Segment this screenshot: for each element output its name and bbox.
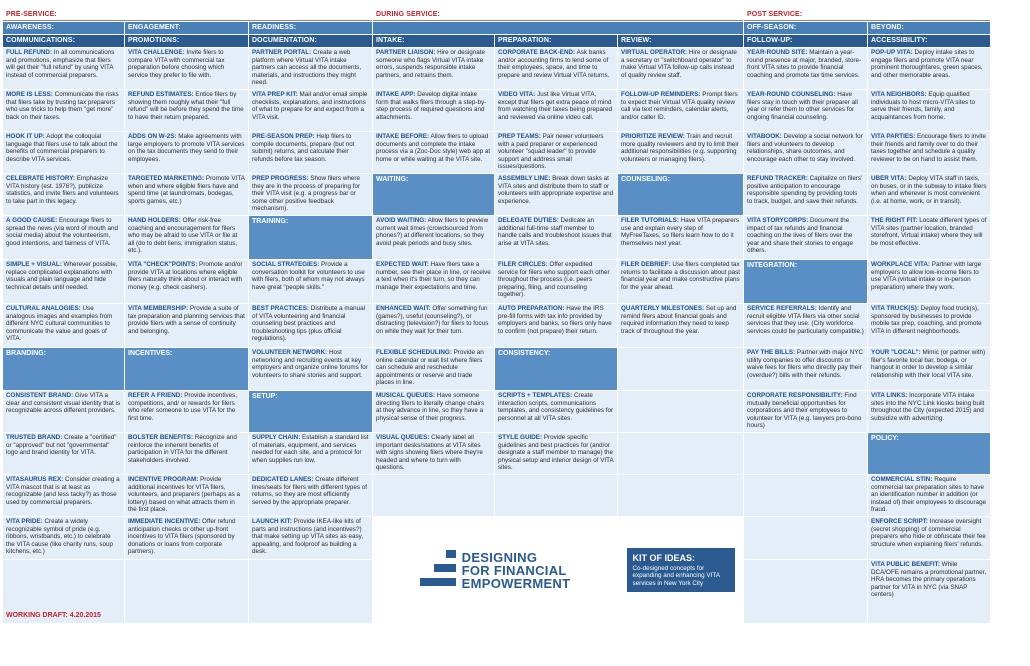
section-label: CONSISTENCY: <box>495 348 617 390</box>
category-header: OFF-SEASON: <box>744 22 867 34</box>
idea-description: Clearly label all important desks/stations at VITA sites with signs showing filers where they're headed and where to turn with questions. <box>376 434 483 472</box>
idea-card <box>618 90 743 131</box>
kit-title: KIT OF IDEAS: <box>632 552 695 563</box>
idea-description: Distribute a manual of VITA volunteering and financial counseling best practices and troubleshooting tips (plus official regulations). <box>252 305 366 343</box>
section-label: INCENTIVES: <box>125 348 248 390</box>
idea-card <box>868 260 990 303</box>
idea-title: ADDS ON W-2S: <box>128 133 177 140</box>
idea-description: Provide additional incentives for VITA filers, volunteers, and preparers (perhaps as a lottery) based on what attracts them in the first place. <box>128 476 241 514</box>
idea-title: DELEGATE DUTIES: <box>498 217 559 224</box>
empty-cell <box>618 391 743 432</box>
empty-cell <box>495 475 617 516</box>
phase-pre-service: PRE-SERVICE: <box>3 9 372 21</box>
idea-title: VITA LINKS: <box>871 392 908 399</box>
logo-title-line: FOR FINANCIAL <box>461 562 567 578</box>
idea-title: VISUAL QUEUES: <box>376 434 430 441</box>
idea-description: Recognize and reinforce the inherent benefits of participation in VITA for the different stakeholders involved. <box>128 434 237 464</box>
idea-description: Provide a suite of tax preparation and planning services that provide filers with a sense of continuity and belonging. <box>128 305 245 335</box>
idea-description: Increase oversight (secret shopping) of commercial preparers who hide or obfuscate their fee structure when explaining filers' refunds. <box>871 518 986 548</box>
idea-title: THE RIGHT FIT: <box>871 217 918 224</box>
idea-title: CULTURAL ANALOGIES: <box>6 305 81 312</box>
idea-description: Offer expedited service for filers who support each other throughout the process (i.e. peers preparing, filing, and counseling together). <box>498 261 610 299</box>
idea-title: SUPPLY CHAIN: <box>252 434 301 441</box>
logo-title <box>462 551 571 590</box>
subcategory-header: ACCESSIBILITY: <box>868 35 990 47</box>
idea-title: VIDEO VITA: <box>498 91 536 98</box>
idea-description: Require commercial tax preparation sites to have an identification number in addition (or instead of) their employees to discourage fraud. <box>871 476 987 514</box>
subcategory-header: FOLLOW-UP: <box>744 35 867 47</box>
idea-card <box>249 433 372 474</box>
idea-title: DEDICATED LANES: <box>252 476 314 483</box>
idea-description: Provide an online calendar or wait list where filers can schedule and reschedule appointments or reserve and trade places in line. <box>376 349 484 387</box>
idea-description: Offer risk-free coaching and encouragement for filers who may be afraid to use VITA or file at all (do to debt liens, immigration status, etc.). <box>128 217 238 255</box>
idea-description: Allow filers to upload documents and complete the intake process via a (Zoc-Doc style) web app at home or while waiting at the VITA site. <box>376 133 491 163</box>
category-header: ENGAGEMENT: <box>125 22 248 34</box>
idea-description: Mimic (or partner with) filer's favorite local bar, bodega, or hangout in order to develop a similar relationship with their local VITA site. <box>871 349 986 379</box>
idea-card <box>3 475 124 516</box>
idea-title: PREP TEAMS: <box>498 133 541 140</box>
idea-title: WORKPLACE VITA: <box>871 261 930 268</box>
idea-title: PARTNER LIAISON: <box>376 49 436 56</box>
empty-cell <box>744 475 867 516</box>
idea-card <box>3 132 124 173</box>
idea-card <box>3 90 124 131</box>
idea-title: AVOID WAITING: <box>376 217 427 224</box>
idea-title: HAND HOLDERS: <box>128 217 181 224</box>
idea-description: Make agreements with large employers to promote VITA services on the tax documents they send to their employees. <box>128 133 245 163</box>
idea-title: MORE IS LESS: <box>6 91 53 98</box>
idea-card <box>249 260 372 303</box>
idea-title: SIMPLE + VISUAL: <box>6 261 62 268</box>
idea-title: PRIORITIZE REVIEW: <box>621 133 685 140</box>
idea-description: Create different lines/seats for filers with different types of returns, so they are most efficiently served by the appropriate preparer. <box>252 476 368 506</box>
idea-description: Partner with large employers to allow low-income filers to use VITA (virtual intake or in-person preparation) where they work. <box>871 261 982 291</box>
idea-card <box>373 260 494 303</box>
idea-description: Invite filers to compare VITA with commercial tax preparation before choosing which service they prefer to file with. <box>128 49 225 79</box>
idea-card <box>868 304 990 347</box>
section-label: POLICY: <box>868 433 990 474</box>
subcategory-header: DOCUMENTATION: <box>249 35 372 47</box>
idea-card <box>125 517 248 559</box>
idea-card <box>249 304 372 347</box>
idea-title: YEAR-ROUND SITE: <box>747 49 808 56</box>
idea-description: Emphasize VITA history (est. 1976?), publicize statistics, and invite filers and volunteers to take part in this legacy. <box>6 175 119 205</box>
idea-title: A GOOD CAUSE: <box>6 217 58 224</box>
idea-description: Capitalize on filers' positive anticipation to encourage responsible spending by providing tools to track, budget, and save their refunds. <box>747 175 863 205</box>
idea-title: INTAKE BEFORE: <box>376 133 430 140</box>
idea-card <box>744 48 867 89</box>
idea-description: Prompt filers to expect their Virtual VITA quality review call via text reminders, calendar alerts, and/or caller ID. <box>621 91 738 121</box>
idea-title: ENFORCE SCRIPT: <box>871 518 929 525</box>
idea-description: Hire or designate someone who flags Virtual VITA intake errors, suspends responsible intake partners, and retrains them. <box>376 49 486 79</box>
idea-card <box>744 216 867 259</box>
idea-card <box>373 132 494 173</box>
idea-card <box>3 304 124 347</box>
idea-title: VITA PRIDE: <box>6 518 43 525</box>
idea-description: Deploy intake sites to engage filers and promote VITA near prominent thoroughfares, green spaces, and other memorable areas. <box>871 49 983 79</box>
idea-card <box>125 304 248 347</box>
idea-card <box>3 433 124 474</box>
phase-during-service: DURING SERVICE: <box>373 9 743 21</box>
idea-description: Allow filers to preview current wait times (crowdsourced from phones?) at different locations, so they avoid peak periods and busy sites. <box>376 217 489 247</box>
idea-card <box>495 174 617 215</box>
idea-description: Set up and remind filers about financial goals and required information they need to keep track of throughout the year. <box>621 305 737 335</box>
idea-description: Adopt the colloquial language that filers use to talk about the benefits of commercial preparers to describe VITA services. <box>6 133 118 163</box>
idea-description: Have VITA preparers use and explain every step of MyFreeTaxes, so filers learn how to do it themselves next year. <box>621 217 740 247</box>
idea-description: Provide a conversation toolkit for volunteers to use with filers, both of whom may not always have great "people skills." <box>252 261 365 291</box>
idea-description: Communicate the risks that filers take by trusting tax preparers who use tricks to help them "get more" back on their taxes. <box>6 91 119 121</box>
idea-description: Partner with major NYC utility companies to offer discounts or waive fees for filers who directly pay their (overdue?) bills with their refunds. <box>747 349 864 379</box>
idea-card <box>3 174 124 215</box>
idea-title: BEST PRACTICES: <box>252 305 310 312</box>
idea-description: Create a widely recognizable symbol of pride (e.g. ribbons, wristbands, etc.) to celebrate the VITA cause (like charity runs, soup kitchens, etc.) <box>6 518 113 556</box>
idea-title: INCENTIVE PROGRAM: <box>128 476 199 483</box>
idea-card <box>744 90 867 131</box>
empty-cell <box>618 475 743 516</box>
category-header: AWARENESS: <box>3 22 124 34</box>
idea-card <box>868 132 990 173</box>
idea-card <box>373 433 494 474</box>
idea-card <box>249 475 372 516</box>
empty-cell <box>618 433 743 474</box>
idea-title: CORPORATE BACK-END: <box>498 49 576 56</box>
idea-card <box>3 48 124 89</box>
empty-cell <box>744 517 867 559</box>
idea-card <box>373 90 494 131</box>
idea-card <box>495 433 617 474</box>
idea-title: FLEXIBLE SCHEDULING: <box>376 349 452 356</box>
idea-title: VITA PARTIES: <box>871 133 916 140</box>
idea-description: Develop a social network for filers and volunteers to develop relationships, share outcomes, and encourage each other to stay involved. <box>747 133 863 163</box>
idea-description: Incorporate VITA intake sites into the NYC Link kiosks being built throughout the City (expected 2015) and subsidize with advertizing. <box>871 392 985 422</box>
idea-card <box>125 132 248 173</box>
idea-card <box>125 48 248 89</box>
idea-title: TRUSTED BRAND: <box>6 434 63 441</box>
idea-description: Show filers where they are in the process of preparing for their VITA visit (e.g. a progress bar or some other positive feedback mechanism). <box>252 175 361 213</box>
idea-description: Offer refund anticipation checks or other up-front incentives to VITA filers (sponsored by donations or loans from corporate partners). <box>128 518 236 556</box>
idea-description: Ask banks and/or accounting firms to lend some of their employees, space, and time to prepare and review Virtual VITA returns. <box>498 49 610 79</box>
idea-title: SERVICE REFERRALS: <box>747 305 817 312</box>
idea-card <box>618 260 743 303</box>
idea-title: LAUNCH KIT: <box>252 518 292 525</box>
idea-card <box>868 475 990 516</box>
empty-cell <box>744 560 867 623</box>
idea-description: Break down tasks at VITA sites and distribute them to staff or volunteers with appropriate expertise and experience. <box>498 175 614 205</box>
idea-title: VIRTUAL OPERATOR: <box>621 49 688 56</box>
idea-card <box>618 304 743 347</box>
idea-description: Wherever possible, replace complicated explanations with visuals and plain language and hide technical details until needed. <box>6 261 118 291</box>
idea-description: Have the IRS pre-fill forms with tax info provided by employers and banks, so filers only have to confirm (not prepare) their return. <box>498 305 612 335</box>
idea-title: REFUND ESTIMATES: <box>128 91 194 98</box>
idea-description: Provide specific guidelines and best practices for (and/or designate a staff member to manage) the physical setup and interior design of VITA sites. <box>498 434 614 472</box>
idea-description: Promote and/or provide VITA at locations where eligible filers naturally think about or interact with money (e.g. check cashers). <box>128 261 243 291</box>
logo-title-line: EMPOWERMENT <box>461 575 571 591</box>
idea-card <box>125 260 248 303</box>
section-label: INTEGRATION: <box>744 260 867 303</box>
kit-of-ideas-box <box>618 517 743 623</box>
idea-title: FOLLOW-UP REMINDERS: <box>621 91 701 98</box>
idea-description: Entice filers by showing them roughly what their "full refund" will be before they spend the time to have their return prepared. <box>128 91 244 121</box>
idea-card <box>495 260 617 303</box>
idea-description: Help filers to compile documents, prepare (but not submit) returns, and calculate their refunds before tax season. <box>252 133 355 163</box>
idea-description: Have someone directing filers to literally change chairs at they advance in line, so they have a physical sense of their progress. <box>376 392 485 422</box>
idea-description: Encourage filers to spread the news (via word of mouth and social media) about the volunteerism, good intentions, and fairness of VITA. <box>6 217 119 247</box>
idea-title: AUTO PREPARATION: <box>498 305 565 312</box>
section-label: SETUP: <box>249 391 372 432</box>
idea-card <box>125 391 248 432</box>
idea-card <box>744 174 867 215</box>
idea-card <box>744 348 867 390</box>
idea-title: CELEBRATE HISTORY: <box>6 175 76 182</box>
idea-title: FILER TUTORIALS: <box>621 217 679 224</box>
idea-description: Have filers stay in touch with their preparer all year or refer them to other services for ongoing financial counseling. <box>747 91 858 121</box>
idea-card <box>495 391 617 432</box>
idea-title: FULL REFUND: <box>6 49 53 56</box>
idea-card <box>3 391 124 432</box>
idea-description: Create a "certified" or "approved" but not "governmental" logo and brand identity for VITA. <box>6 434 117 457</box>
idea-card <box>3 216 124 259</box>
idea-card <box>868 174 990 215</box>
idea-card <box>495 48 617 89</box>
idea-card <box>868 348 990 390</box>
idea-card <box>868 216 990 259</box>
idea-card <box>3 260 124 303</box>
idea-description: Maintain a year-round presence at major, branded, store-front VITA sites to provide financial coaching and promote tax time services. <box>747 49 862 79</box>
idea-description: Pair newer volunteers with a paid preparer or experienced volunteer "squad leader" to provide support and address small issues/questions. <box>498 133 604 171</box>
section-label: WAITING: <box>373 174 494 215</box>
idea-card <box>249 132 372 173</box>
idea-description: Have filers take a number, see their place in line, or receive a text when it's their turn, so they can manage their expectations and time. <box>376 261 491 291</box>
idea-description: Provide IKEA-like kits of parts and instructions (and incentives?) that make setting up VITA sites as easy, appealing, and foolproof as building a desk. <box>252 518 364 556</box>
idea-title: VITASAURUS REX: <box>6 476 64 483</box>
idea-description: Use filers completed tax returns to facilitate a discussion about past financial year and make constructive plans for the year ahead. <box>621 261 741 291</box>
idea-card <box>495 304 617 347</box>
idea-title: VITA "CHECK"POINTS: <box>128 261 198 268</box>
working-draft-label: WORKING DRAFT: 4.20.2015 <box>6 612 101 619</box>
idea-card <box>495 90 617 131</box>
category-header: READINESS: <box>249 22 372 34</box>
idea-title: VITA STORYCORPS: <box>747 217 809 224</box>
idea-title: PAY THE BILLS: <box>747 349 796 356</box>
idea-card <box>249 348 372 390</box>
subcategory-header: PROMOTIONS: <box>125 35 248 47</box>
section-label: TRAINING: <box>249 216 372 259</box>
idea-title: PRE-SEASON PREP: <box>252 133 315 140</box>
idea-description: Host networking and recruiting events at key employers and organize online forums for volunteers to share stories and support. <box>252 349 368 379</box>
idea-description: Promote VITA when and where eligible filers have and spend time (at laundromats, bodegas, sports games, etc.) <box>128 175 245 205</box>
idea-title: EXPECTED WAIT: <box>376 261 429 268</box>
idea-card <box>868 48 990 89</box>
idea-card <box>125 216 248 259</box>
idea-card <box>125 174 248 215</box>
idea-title: VITA PUBLIC BENEFIT: <box>871 561 940 568</box>
idea-card <box>125 90 248 131</box>
idea-description: Locate different types of VITA sites (partner location, branded storefront, Virtual intake) where they will be most effective. <box>871 217 987 247</box>
idea-description: Establish a standard list of materials, equipment, and services needed for each site, and a protocol for when supplies run low. <box>252 434 369 464</box>
idea-title: VITA NEIGHBORS: <box>871 91 927 98</box>
idea-card <box>125 475 248 516</box>
idea-card <box>868 391 990 432</box>
idea-title: HOOK IT UP: <box>6 133 45 140</box>
idea-title: VITA TRUCK(S): <box>871 305 919 312</box>
idea-card <box>373 216 494 259</box>
idea-card <box>249 517 372 559</box>
idea-title: BOLSTER BENEFITS: <box>128 434 194 441</box>
idea-description: Dedicate an additional full-time staff member to handle calls and troubleshoot issues that arise at VITA sites. <box>498 217 612 247</box>
idea-description: Just like Virtual VITA, except that filers get extra peace of mind from watching their taxes being prepared and reviewed via online video call. <box>498 91 613 121</box>
idea-description: Train and recruit more quality reviewers and try to limit their additional responsibilities (e.g. supporting volunteers or managing filers). <box>621 133 739 163</box>
idea-title: ENHANCED WAIT: <box>376 305 431 312</box>
idea-card <box>249 174 372 215</box>
idea-title: VITA MEMBERSHIP: <box>128 305 189 312</box>
phase-post-service: POST SERVICE: <box>744 9 990 21</box>
idea-title: QUARTERLY MILESTONES: <box>621 305 705 312</box>
kit-subtitle: Co-designed concepts for expanding and enhancing VITA services in New York City <box>632 564 720 587</box>
idea-title: REFUND TRACKER: <box>747 175 808 182</box>
idea-title: STYLE GUIDE: <box>498 434 543 441</box>
idea-card <box>373 48 494 89</box>
category-header: BEYOND: <box>868 22 990 34</box>
idea-title: VITABOOK: <box>747 133 782 140</box>
idea-description: Encourage filers to invite their friends and family over to do their taxes together and schedule a quality reviewer to be on hand to assist them. <box>871 133 987 163</box>
dfe-logo <box>373 517 617 623</box>
idea-title: COMMERCIAL STIN: <box>871 476 933 483</box>
idea-title: VITA CHALLENGE: <box>128 49 185 56</box>
idea-title: CORPORATE RESPONSIBILITY: <box>747 392 843 399</box>
empty-cell <box>618 348 743 390</box>
idea-description: Identify and recruit eligible VITA filers via other social services that they use. (City workforce services could be particularly compatible.) <box>747 305 864 335</box>
subcategory-header: INTAKE: <box>373 35 494 47</box>
section-label: COUNSELING: <box>618 174 743 215</box>
logo-mark-icon <box>420 550 456 590</box>
idea-card <box>618 216 743 259</box>
idea-title: YOUR "LOCAL": <box>871 349 921 356</box>
idea-card <box>495 216 617 259</box>
idea-title: UBER VITA: <box>871 175 907 182</box>
idea-description: Develop digital intake form that walks filers through a step-by-step process of required questions and attachments. <box>376 91 487 121</box>
idea-title: ASSEMBLY LINE: <box>498 175 551 182</box>
idea-card <box>868 560 990 623</box>
idea-title: VITA PREP KIT: <box>252 91 298 98</box>
idea-card <box>249 90 372 131</box>
idea-card <box>744 391 867 432</box>
kit-box <box>627 548 735 593</box>
idea-description: Document the impact of tax refunds and financial coaching on the lives of filers over the year and share their stories to engage others. <box>747 217 854 255</box>
idea-title: VOLUNTEER NETWORK: <box>252 349 328 356</box>
idea-title: IMMEDIATE INCENTIVE: <box>128 518 201 525</box>
idea-description: Deploy food truck(s), sponsored by businesses to provide mobile tax prep, coaching, and promote VITA in different neighborhoods. <box>871 305 982 335</box>
idea-card <box>3 517 124 559</box>
idea-description: Create a web platform where Virtual VITA intake partners can access all the documents, materials, and instructions they might need. <box>252 49 362 87</box>
idea-title: FILER CIRCLES: <box>498 261 548 268</box>
idea-card <box>249 48 372 89</box>
idea-description: Provide incentives, competitions, and/ or rewards for filers who refer someone to use VITA for the first time. <box>128 392 238 422</box>
idea-description: Create interaction scripts, communications templates, and consistency guidelines for personnel at all VITA sites. <box>498 392 614 422</box>
idea-description: In all communications and promotions, emphasize that filers will get their "full refund" by using VITA instead of commercial preparers. <box>6 49 115 79</box>
idea-description: Give VITA a clear and consistent visual identity that is recognizable across different providers. <box>6 392 121 415</box>
empty-cell <box>373 475 494 516</box>
idea-description: While DCA/OFE remains a promotional partner, HRA becomes the primary operations partner for VITA in NYC (via SNAP centers) <box>871 561 987 599</box>
idea-description: Consider creating a VITA mascot that is at least as recognizable (and less tacky?) as those used by commercial preparers. <box>6 476 120 506</box>
empty-cell <box>125 560 248 623</box>
section-label: BRANDING: <box>3 348 124 390</box>
empty-cell <box>249 560 372 623</box>
idea-title: POP-UP VITA: <box>871 49 913 56</box>
idea-description: Deploy VITA staff in taxis, on buses, or in the subway to intake filers when and wherever is most convenient (i.e. at home, work, or in transit). <box>871 175 987 205</box>
idea-card <box>495 132 617 173</box>
idea-title: YEAR-ROUND COUNSELING: <box>747 91 836 98</box>
idea-card <box>744 304 867 347</box>
category-header-blank <box>373 22 743 34</box>
idea-title: TARGETED MARKETING: <box>128 175 205 182</box>
empty-cell <box>744 433 867 474</box>
idea-description: Mail and/or email simple checklists, explanations, and instructions of what to prepare for and expect from a VITA visit. <box>252 91 368 121</box>
idea-card <box>868 90 990 131</box>
idea-card <box>618 132 743 173</box>
idea-description: Use analogous images and examples from different NYC cultural communities to communicate the value and goals of VITA. <box>6 305 113 343</box>
idea-card <box>373 391 494 432</box>
idea-title: FILER DEBRIEF: <box>621 261 671 268</box>
subcategory-header: COMMUNICATIONS: <box>3 35 124 47</box>
idea-card <box>373 348 494 390</box>
idea-description: Find mutually beneficial opportunities for corporations and their employees to volunteer for VITA (e.g. lawyers pro-bono hours) <box>747 392 862 430</box>
idea-title: INTAKE APP: <box>376 91 416 98</box>
idea-card <box>868 517 990 559</box>
idea-title: MUSICAL QUEUES: <box>376 392 436 399</box>
idea-card <box>744 132 867 173</box>
logo-title-line: DESIGNING <box>461 549 538 565</box>
idea-card <box>618 48 743 89</box>
idea-description: Equip qualified individuals to host micro-VITA sites to serve their friends, family, and acquaintances from home. <box>871 91 976 121</box>
idea-card <box>125 433 248 474</box>
idea-card <box>373 304 494 347</box>
idea-title: PREP PROGRESS: <box>252 175 309 182</box>
idea-description: Hire or designate a secretary or "switchboard operator" to make Virtual VITA follow-up calls instead of quality review staff. <box>621 49 737 79</box>
idea-title: CONSISTENT BRAND: <box>6 392 74 399</box>
subcategory-header: REVIEW: <box>618 35 743 47</box>
idea-title: SCRIPTS + TEMPLATES: <box>498 392 573 399</box>
idea-description: Offer something fun (games?), useful (counseling?), or distracting (television?) for filers to focus on while they wait for their turn. <box>376 305 489 335</box>
idea-title: REFER A FRIEND: <box>128 392 183 399</box>
idea-title: PARTNER PORTAL: <box>252 49 312 56</box>
idea-title: SOCIAL STRATEGIES: <box>252 261 320 268</box>
subcategory-header: PREPARATION: <box>495 35 617 47</box>
